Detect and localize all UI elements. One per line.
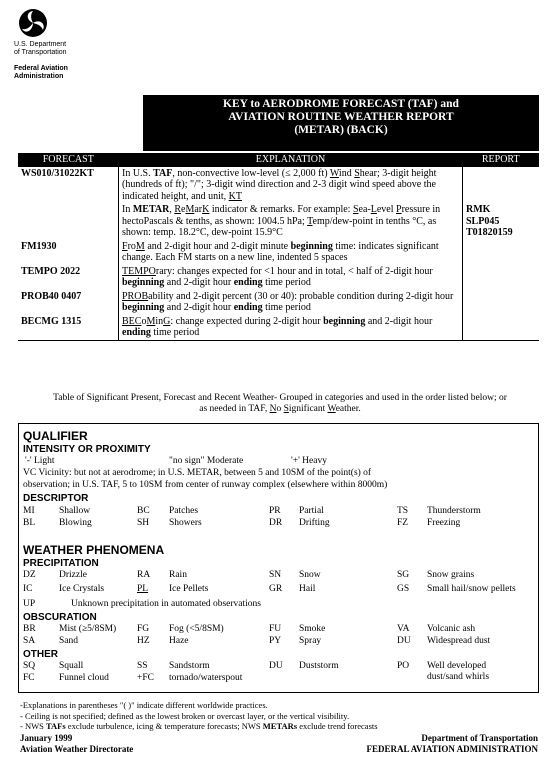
weather-code: FG: [137, 624, 150, 634]
table-row: [18, 203, 539, 240]
weather-term: Haze: [169, 636, 189, 646]
col-report: REPORT: [463, 153, 540, 167]
table-row: [18, 290, 539, 315]
weather-term: Widespread dust: [427, 636, 491, 646]
table-row: [18, 265, 539, 290]
weather-code: PO: [397, 661, 410, 671]
weather-code: TS: [397, 506, 409, 516]
explanation-text: In U.S. TAF, non-convective low-level (≤ 2,000 ft) Wind Shear; 3-digit height (hundreds of ft); "/"; 3-digit wind direction and 2-3 digit wind speed above the indicated height, and unit, KT: [119, 167, 463, 204]
weather-term: Blowing: [59, 518, 92, 528]
descriptor-heading: DESCRIPTOR: [23, 493, 89, 504]
vicinity-line-1: VC Vicinity: but not at aerodrome; in U.S. METAR, between 5 and 10SM of the point(s) of: [23, 468, 372, 478]
taf-key-table: [18, 153, 539, 341]
explanation-text: In METAR, ReMarK indicator & remarks. For example: Sea-Level Pressure in hectoPascals & tenths, as shown: 1004.5 hPa; Temp/dew-point in tenths °C, as shown: temp. 18.2°C, dew-point 15.9°C: [119, 203, 463, 240]
weather-term: Ice Pellets: [169, 584, 209, 594]
weather-term: tornado/waterspout: [169, 673, 243, 683]
weather-code: FZ: [397, 518, 409, 528]
explanation-text: BECoMinG: change expected during 2-digit hour beginning and 2-digit hour ending time period: [119, 315, 463, 341]
faa-name: Federal Aviation Administration: [14, 65, 68, 80]
weather-code: PY: [269, 636, 282, 646]
report-codes: RMK SLP045 T01820159: [466, 204, 513, 238]
weather-code: SS: [137, 661, 148, 671]
weather-term: Smoke: [299, 624, 326, 634]
weather-code: VA: [397, 624, 410, 634]
other-heading: OTHER: [23, 649, 58, 660]
col-forecast: FORECAST: [18, 153, 119, 167]
weather-term: Squall: [59, 661, 84, 671]
weather-term: Showers: [169, 518, 202, 528]
weather-term: Spray: [299, 636, 322, 646]
up-text: Unknown precipitation in automated observations: [71, 599, 261, 609]
qualifier-heading: QUALIFIER: [23, 429, 88, 443]
weather-code: RA: [137, 570, 151, 580]
footnote: - Ceiling is not specified; defined as the lowest broken or overcast layer, or the vertical visibility.: [20, 710, 350, 721]
weather-term: Rain: [169, 570, 187, 580]
weather-term: Snow grains: [427, 570, 475, 580]
weather-code: FC: [23, 673, 35, 683]
weather-code: DR: [269, 518, 283, 528]
weather-codes-box: [18, 423, 539, 693]
weather-code: MI: [23, 506, 35, 516]
vicinity-line-2: observation; in U.S. TAF, 5 to 10SM from center of runway complex (elsewhere within 8000m): [23, 480, 388, 490]
weather-code: BC: [137, 506, 150, 516]
weather-term: Volcanic ash: [427, 624, 476, 634]
col-explanation: EXPLANATION: [119, 153, 463, 167]
weather-term: Drifting: [299, 518, 330, 528]
weather-term: Snow: [299, 570, 321, 580]
up-code: UP: [23, 599, 36, 609]
table-row: [18, 315, 539, 341]
weather-term: Small hail/snow pellets: [427, 584, 516, 594]
forecast-code: BECMG 1315: [18, 315, 119, 341]
weather-term: Funnel cloud: [59, 673, 109, 683]
weather-term: Partial: [299, 506, 324, 516]
weather-code: DU: [269, 661, 283, 671]
weather-code: BL: [23, 518, 36, 528]
phenomena-heading: WEATHER PHENOMENA: [23, 543, 165, 557]
light-label: '-' Light: [25, 456, 55, 466]
footnote: - NWS TAFs exclude turbulence, icing & temperature forecasts; NWS METARs exclude trend forecasts: [20, 721, 378, 731]
forecast-code: WS010/31022KT: [21, 167, 94, 179]
forecast-code: FM1930: [21, 240, 57, 252]
footer-right: Department of Transportation FEDERAL AVIATION ADMINISTRATION: [366, 733, 538, 754]
weather-code: SA: [23, 636, 36, 646]
weather-term: Sand: [59, 636, 78, 646]
forecast-code: PROB40 0407: [21, 290, 82, 302]
table-row: [18, 167, 539, 204]
weather-term: Well developed dust/sand whirls: [427, 661, 490, 682]
weather-code: HZ: [137, 636, 150, 646]
footnotes: [20, 700, 378, 732]
weather-term: Thunderstorm: [427, 506, 481, 516]
weather-code: GS: [397, 584, 410, 594]
weather-term: Duststorm: [299, 661, 339, 671]
weather-code: SG: [397, 570, 410, 580]
weather-code: +FC: [137, 673, 154, 683]
weather-term: Freezing: [427, 518, 461, 528]
obscuration-heading: OBSCURATION: [23, 612, 97, 623]
weather-code: BR: [23, 624, 36, 634]
weather-code: GR: [269, 584, 283, 594]
weather-code: DU: [397, 636, 411, 646]
forecast-code: TEMPO 2022: [21, 265, 81, 277]
document-title: KEY to AERODROME FORECAST (TAF) and AVIATION ROUTINE WEATHER REPORT (METAR) (BACK): [143, 95, 539, 151]
moderate-label: "no sign" Moderate: [169, 456, 244, 466]
explanation-text: FroM and 2-digit hour and 2-digit minute beginning time: indicates significant change. Each FM starts on a new line, indented 5 spaces: [119, 240, 463, 265]
precipitation-heading: PRECIPITATION: [23, 558, 99, 569]
table-header-row: [18, 153, 539, 167]
weather-code: SH: [137, 518, 150, 528]
weather-code: DZ: [23, 570, 36, 580]
explanation-text: PROBability and 2-digit percent (30 or 40): probable condition during 2-digit hour beginning and 2-digit hour ending time period: [119, 290, 463, 315]
agency-name: U.S. Department of Transportation: [14, 41, 67, 56]
weather-code: PR: [269, 506, 281, 516]
weather-term: Shallow: [59, 506, 91, 516]
weather-term: Ice Crystals: [59, 584, 105, 594]
explanation-text: TEMPOrary: changes expected for <1 hour and in total, < half of 2-digit hour beginning and 2-digit hour ending time period: [119, 265, 463, 290]
weather-term: Patches: [169, 506, 199, 516]
weather-code: IC: [23, 584, 33, 594]
weather-code: SQ: [23, 661, 36, 671]
weather-term: Drizzle: [59, 570, 87, 580]
weather-term: Hail: [299, 584, 316, 594]
footer-left: January 1999 Aviation Weather Directorate: [20, 733, 134, 754]
intensity-heading: INTENSITY OR PROXIMITY: [23, 444, 151, 455]
weather-code: FU: [269, 624, 282, 634]
dot-triskelion-logo-icon: [18, 8, 48, 38]
table-row: [18, 240, 539, 265]
weather-term: Mist (≥5/8SM): [59, 624, 117, 634]
weather-term: Sandstorm: [169, 661, 210, 671]
heavy-label: '+' Heavy: [291, 456, 327, 466]
weather-code: SN: [269, 570, 282, 580]
weather-table-intro: Table of Significant Present, Forecast and Recent Weather- Grouped in categories and used in the order listed below; or as needed in TAF, No Significant Weather.: [53, 393, 507, 414]
weather-code: PL: [137, 584, 149, 594]
footnote: -Explanations in parentheses "( )" indicate different worldwide practices.: [20, 700, 268, 710]
weather-term: Fog (<5/8SM): [169, 624, 224, 634]
